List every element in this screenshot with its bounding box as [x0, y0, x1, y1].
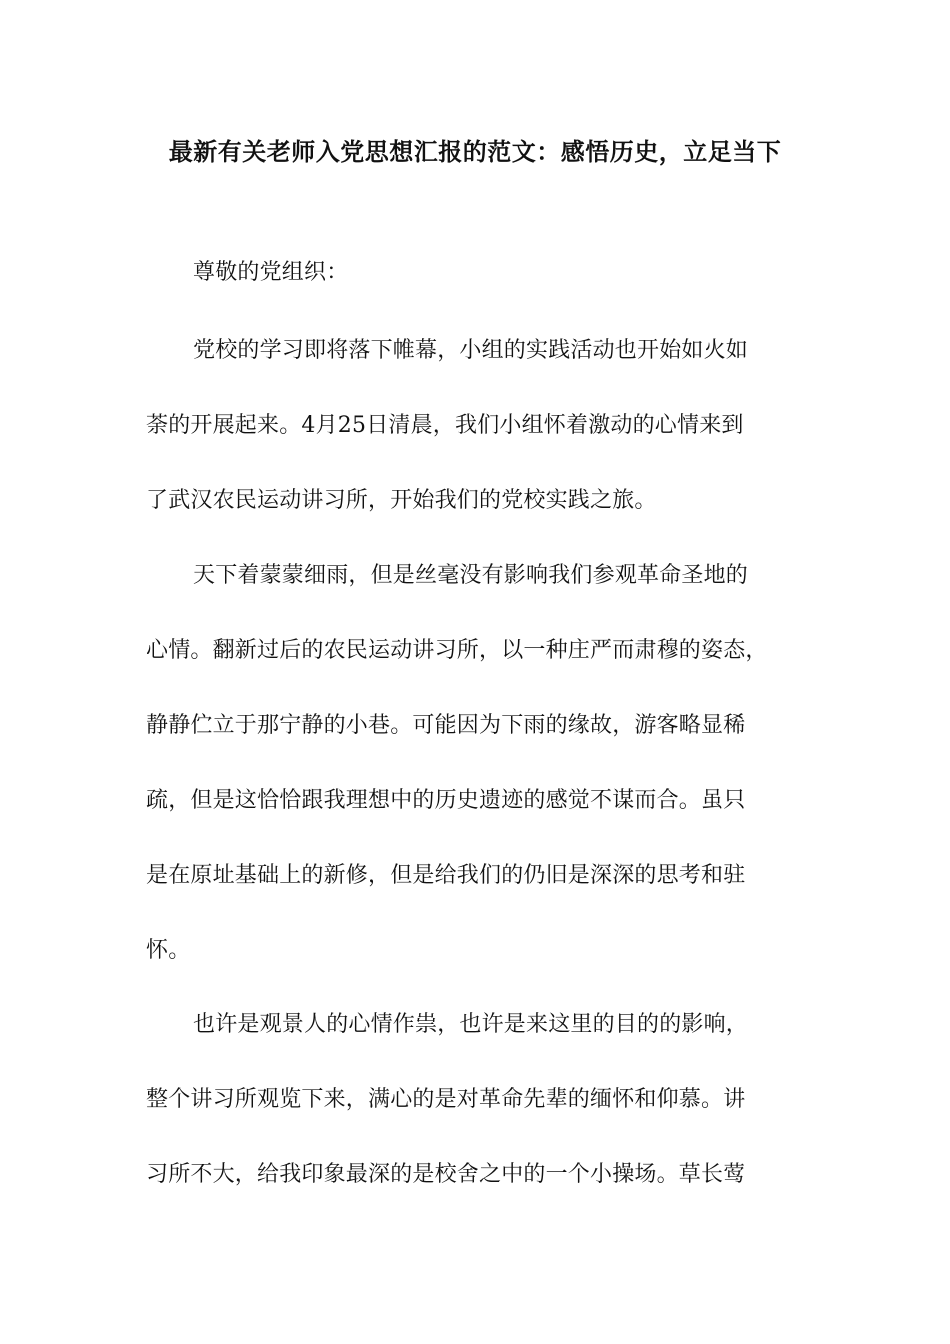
body-line: 了武汉农民运动讲习所，开始我们的党校实践之旅。	[146, 488, 657, 513]
body-line: 整个讲习所观览下来，满心的是对革命先辈的缅怀和仰慕。讲	[146, 1087, 746, 1112]
salutation: 尊敬的党组织：	[193, 260, 349, 285]
document-title: 最新有关老师入党思想汇报的范文：感悟历史，立足当下	[168, 138, 782, 166]
body-line: 习所不大，给我印象最深的是校舍之中的一个小操场。草长莺	[146, 1162, 746, 1187]
body-line: 静静伫立于那宁静的小巷。可能因为下雨的缘故，游客略显稀	[146, 713, 746, 738]
body-line: 是在原址基础上的新修，但是给我们的仍旧是深深的思考和驻	[146, 863, 746, 888]
body-line: 荼的开展起来。4月25日清晨，我们小组怀着激动的心情来到	[146, 413, 744, 438]
body-line: 怀。	[146, 938, 191, 963]
body-line: 疏，但是这恰恰跟我理想中的历史遗迹的感觉不谋而合。虽只	[146, 788, 746, 813]
body-line: 天下着蒙蒙细雨，但是丝毫没有影响我们参观革命圣地的	[193, 563, 749, 588]
body-line: 也许是观景人的心情作祟，也许是来这里的目的的影响，	[193, 1012, 749, 1037]
body-line: 党校的学习即将落下帷幕，小组的实践活动也开始如火如	[193, 338, 749, 363]
body-line: 心情。翻新过后的农民运动讲习所，以一种庄严而肃穆的姿态，	[146, 638, 768, 663]
